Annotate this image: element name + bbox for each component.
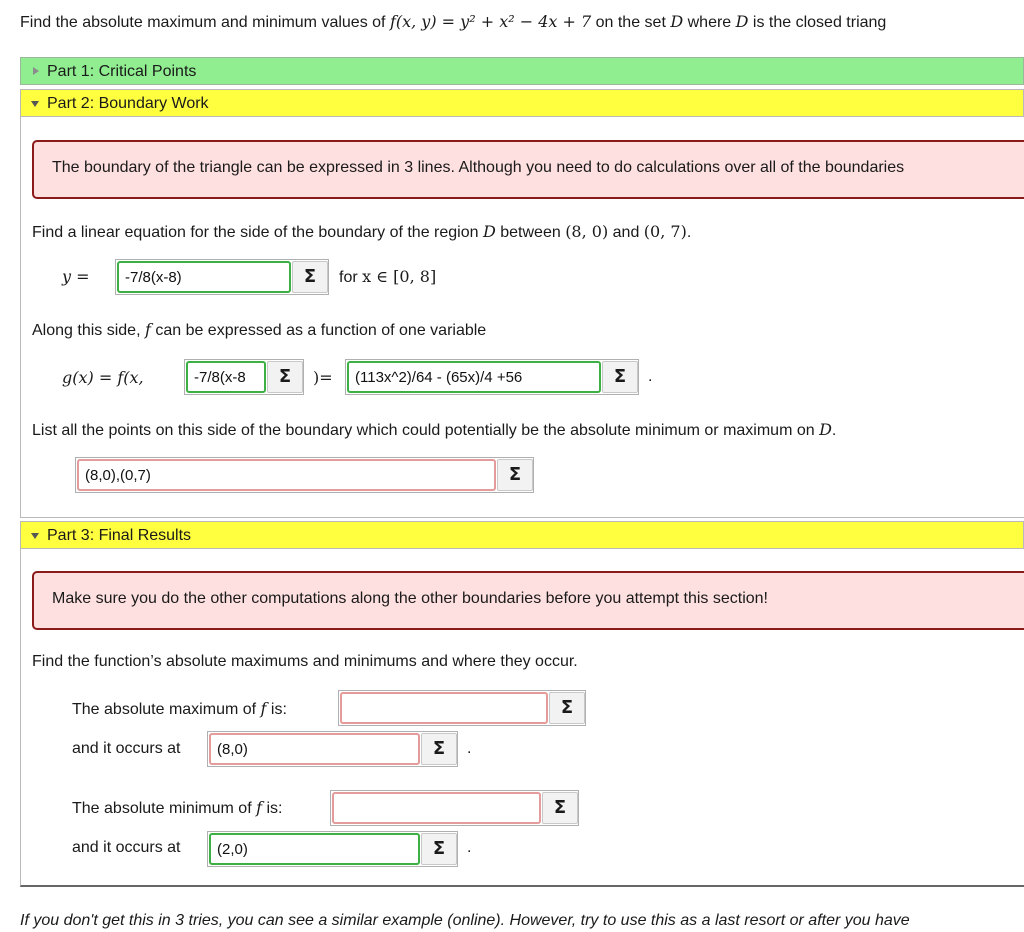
domain-interval: x ∈ [0, 8] bbox=[362, 267, 437, 286]
max-location-answer-box bbox=[207, 731, 458, 767]
domain-text bbox=[339, 267, 436, 287]
problem-text: is the closed triang bbox=[748, 14, 887, 31]
y-equals-label: y = bbox=[62, 267, 90, 286]
point-label: (0, 7) bbox=[643, 222, 687, 241]
g-equals-label: )= bbox=[313, 368, 333, 387]
equals-sign: = bbox=[436, 12, 461, 31]
boundary-alert bbox=[32, 140, 1024, 199]
g-of-x-label: g(x) = f(x, bbox=[62, 368, 144, 387]
list-points-question bbox=[32, 420, 836, 440]
sigma-icon[interactable]: Σ bbox=[602, 361, 638, 393]
min-text: The absolute minimum of bbox=[72, 800, 257, 817]
linear-equation-question bbox=[32, 222, 691, 242]
y-answer-box bbox=[115, 259, 329, 295]
part-3-header[interactable] bbox=[20, 521, 1024, 549]
set-symbol: D bbox=[819, 420, 832, 439]
period: . bbox=[467, 740, 472, 757]
min-occurs-label: and it occurs at bbox=[72, 839, 181, 856]
g-inner-input[interactable] bbox=[186, 361, 266, 393]
points-input[interactable] bbox=[77, 459, 496, 491]
function-name: f(x, y) bbox=[389, 12, 437, 31]
problem-statement bbox=[20, 12, 886, 32]
set-symbol: D bbox=[482, 222, 496, 241]
expanded-arrow-icon bbox=[31, 101, 39, 107]
set-symbol: D bbox=[670, 12, 684, 31]
max-text: The absolute maximum of bbox=[72, 701, 261, 718]
points-answer-box bbox=[75, 457, 534, 493]
min-location-input[interactable] bbox=[209, 833, 420, 865]
function-symbol: f bbox=[260, 699, 267, 718]
problem-prefix: Find the absolute maximum and minimum values of bbox=[20, 14, 390, 31]
question-text: between bbox=[495, 224, 566, 241]
part-2-header[interactable] bbox=[20, 89, 1024, 117]
max-answer-box bbox=[338, 690, 586, 726]
find-extrema-text: Find the function’s absolute maximums and minimums and where they occur. bbox=[32, 653, 578, 670]
sigma-icon[interactable]: Σ bbox=[497, 459, 533, 491]
question-text: Find a linear equation for the side of the boundary of the region bbox=[32, 224, 483, 241]
period: . bbox=[648, 368, 653, 385]
point-label: (8, 0) bbox=[565, 222, 609, 241]
other-boundaries-alert-text: Make sure you do the other computations along the other boundaries before you attempt this section! bbox=[52, 590, 768, 607]
along-side-text bbox=[32, 320, 486, 340]
min-value-input[interactable] bbox=[332, 792, 541, 824]
along-text: Along this side, bbox=[32, 322, 145, 339]
y-equation-input[interactable] bbox=[117, 261, 291, 293]
expanded-arrow-icon bbox=[31, 533, 39, 539]
sigma-icon[interactable]: Σ bbox=[421, 733, 457, 765]
boundary-alert-text: The boundary of the triangle can be expressed in 3 lines. Although you need to do calculations over all of the boundaries bbox=[52, 159, 905, 176]
function-symbol: f bbox=[144, 320, 151, 339]
question-text: and bbox=[608, 224, 644, 241]
sigma-icon[interactable]: Σ bbox=[292, 261, 328, 293]
problem-text: where bbox=[683, 14, 736, 31]
min-location-answer-box bbox=[207, 831, 458, 867]
part-3-label: Part 3: Final Results bbox=[47, 527, 192, 544]
min-text: is: bbox=[262, 800, 283, 817]
question-text: List all the points on this side of the boundary which could potentially be the absolute minimum or maximum on bbox=[32, 422, 820, 439]
g-expression-input[interactable] bbox=[347, 361, 601, 393]
g-answer-box bbox=[345, 359, 639, 395]
part-1-header[interactable] bbox=[20, 57, 1024, 85]
min-label bbox=[72, 798, 282, 818]
max-value-input[interactable] bbox=[340, 692, 548, 724]
for-label: for bbox=[339, 269, 363, 286]
max-location-input[interactable] bbox=[209, 733, 420, 765]
sigma-icon[interactable]: Σ bbox=[267, 361, 303, 393]
collapsed-arrow-icon bbox=[33, 67, 39, 75]
problem-text: on the set bbox=[591, 14, 671, 31]
min-answer-box bbox=[330, 790, 579, 826]
set-symbol: D bbox=[735, 12, 749, 31]
sigma-icon[interactable]: Σ bbox=[542, 792, 578, 824]
g-inner-answer-box bbox=[184, 359, 304, 395]
part-2-label: Part 2: Boundary Work bbox=[47, 95, 209, 112]
max-text: is: bbox=[266, 701, 287, 718]
max-occurs-label: and it occurs at bbox=[72, 740, 181, 757]
part-1-label: Part 1: Critical Points bbox=[47, 63, 197, 80]
function-symbol: f bbox=[256, 798, 262, 817]
sigma-icon[interactable]: Σ bbox=[549, 692, 585, 724]
sigma-icon[interactable]: Σ bbox=[421, 833, 457, 865]
function-expression: y² + x² − 4x + 7 bbox=[460, 12, 592, 31]
question-text: . bbox=[686, 224, 692, 241]
max-label bbox=[72, 699, 287, 719]
other-boundaries-alert bbox=[32, 571, 1024, 630]
question-text: . bbox=[831, 422, 837, 439]
footer-hint: If you don't get this in 3 tries, you can see a similar example (online). However, try to use this as a last resort or after you have bbox=[20, 912, 910, 929]
along-text: can be expressed as a function of one variable bbox=[150, 322, 487, 339]
period: . bbox=[467, 839, 472, 856]
